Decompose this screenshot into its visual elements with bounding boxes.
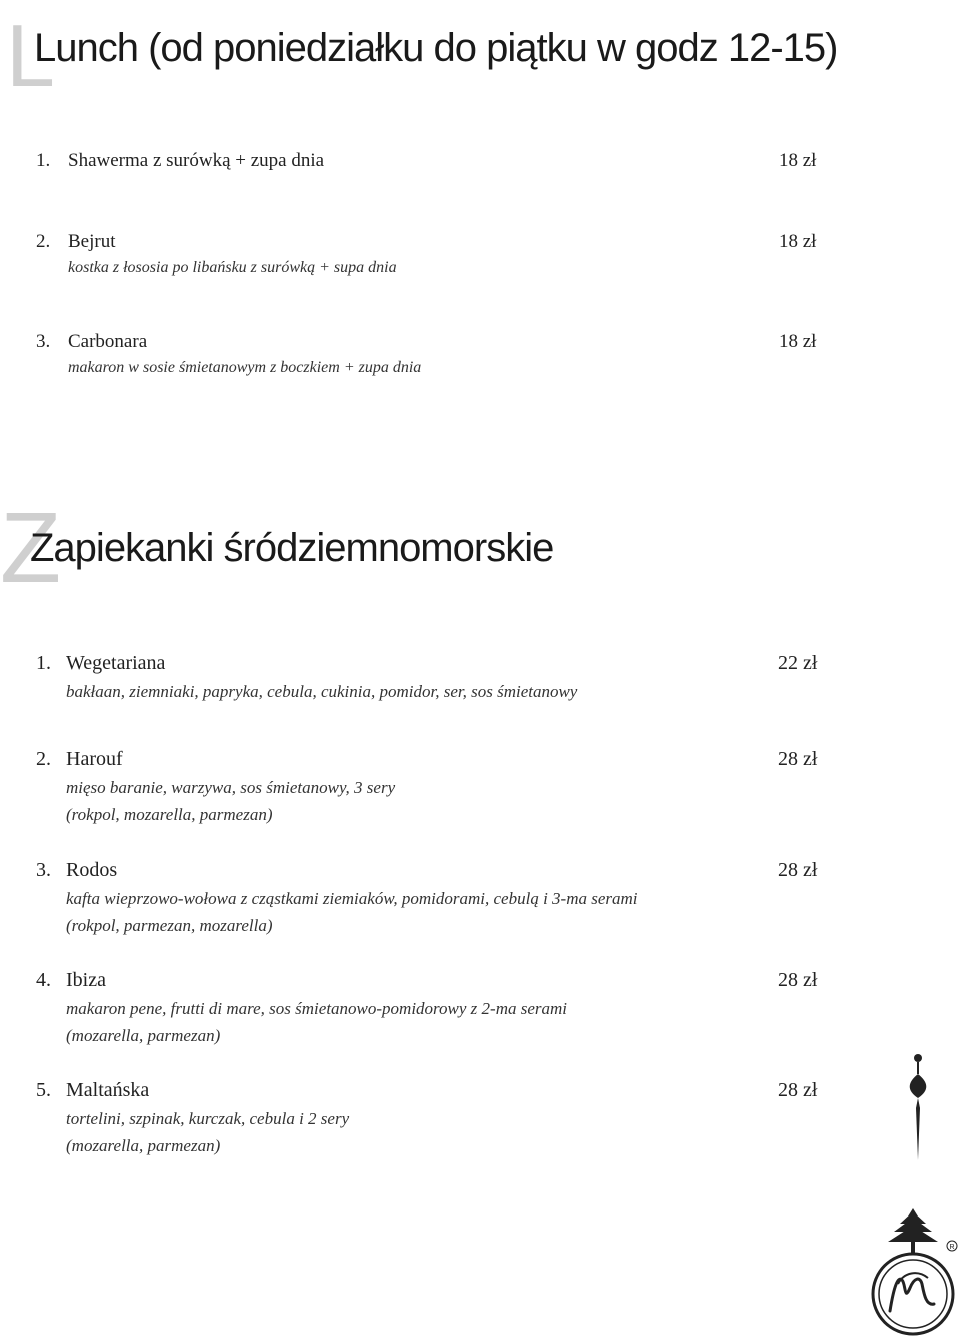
item-number: 3. [36,859,51,881]
zapiekanki-heading [0,490,960,604]
item-description: bakłaan, ziemniaki, papryka, cebula, cukinia, pomidor, ser, sos śmietanowy [66,682,578,701]
lunch-title: Lunch (od poniedziałku do piątku w godz 12-15) [34,26,838,70]
lunch-drop-letter: L [6,6,55,105]
item-name: Shawerma z surówką + zupa dnia [68,150,325,171]
item-name: Harouf [66,748,123,770]
item-name: Carbonara [68,331,148,352]
item-description: (rokpol, mozarella, parmezan) [66,805,273,824]
item-name: Maltańska [66,1079,150,1101]
item-price: 28 zł [778,1079,818,1101]
item-description: tortelini, szpinak, kurczak, cebula i 2 sery [66,1109,350,1128]
item-price: 18 zł [779,150,817,171]
item-name: Ibiza [66,969,106,991]
lunch-heading [0,0,960,105]
item-description: mięso baranie, warzywa, sos śmietanowy, 3 sery [66,778,396,797]
item-price: 22 zł [778,652,818,674]
svg-text:R: R [949,1244,955,1251]
item-description: makaron pene, frutti di mare, sos śmietanowo-pomidorowy z 2-ma serami [66,999,568,1018]
item-name: Bejrut [68,231,116,252]
item-name: Rodos [66,859,118,881]
item-price: 18 zł [779,331,817,352]
item-price: 28 zł [778,748,818,770]
item-description: (mozarella, parmezan) [66,1026,221,1045]
item-number: 2. [36,231,51,252]
zapiekanki-title: Zapiekanki śródziemnomorskie [30,526,554,570]
tree-m-monogram-logo [868,1206,958,1341]
item-description: kostka z łososia po libańsku z surówką + supa dnia [68,259,397,276]
item-description: (mozarella, parmezan) [66,1136,221,1155]
item-number: 4. [36,969,51,991]
dagger-ornament-icon [898,1052,938,1167]
item-description: (rokpol, parmezan, mozarella) [66,916,273,935]
item-number: 1. [36,150,51,171]
item-price: 18 zł [779,231,817,252]
item-number: 3. [36,331,51,352]
item-number: 2. [36,748,51,770]
item-price: 28 zł [778,859,818,881]
zapiekanki-drop-letter: Z [0,492,62,604]
item-description: makaron w sosie śmietanowym z boczkiem + zupa dnia [68,359,422,376]
item-price: 28 zł [778,969,818,991]
item-name: Wegetariana [66,652,166,674]
item-description: kafta wieprzowo-wołowa z cząstkami ziemiaków, pomidorami, cebulą i 3-ma serami [66,889,638,908]
item-number: 1. [36,652,51,674]
item-number: 5. [36,1079,51,1101]
